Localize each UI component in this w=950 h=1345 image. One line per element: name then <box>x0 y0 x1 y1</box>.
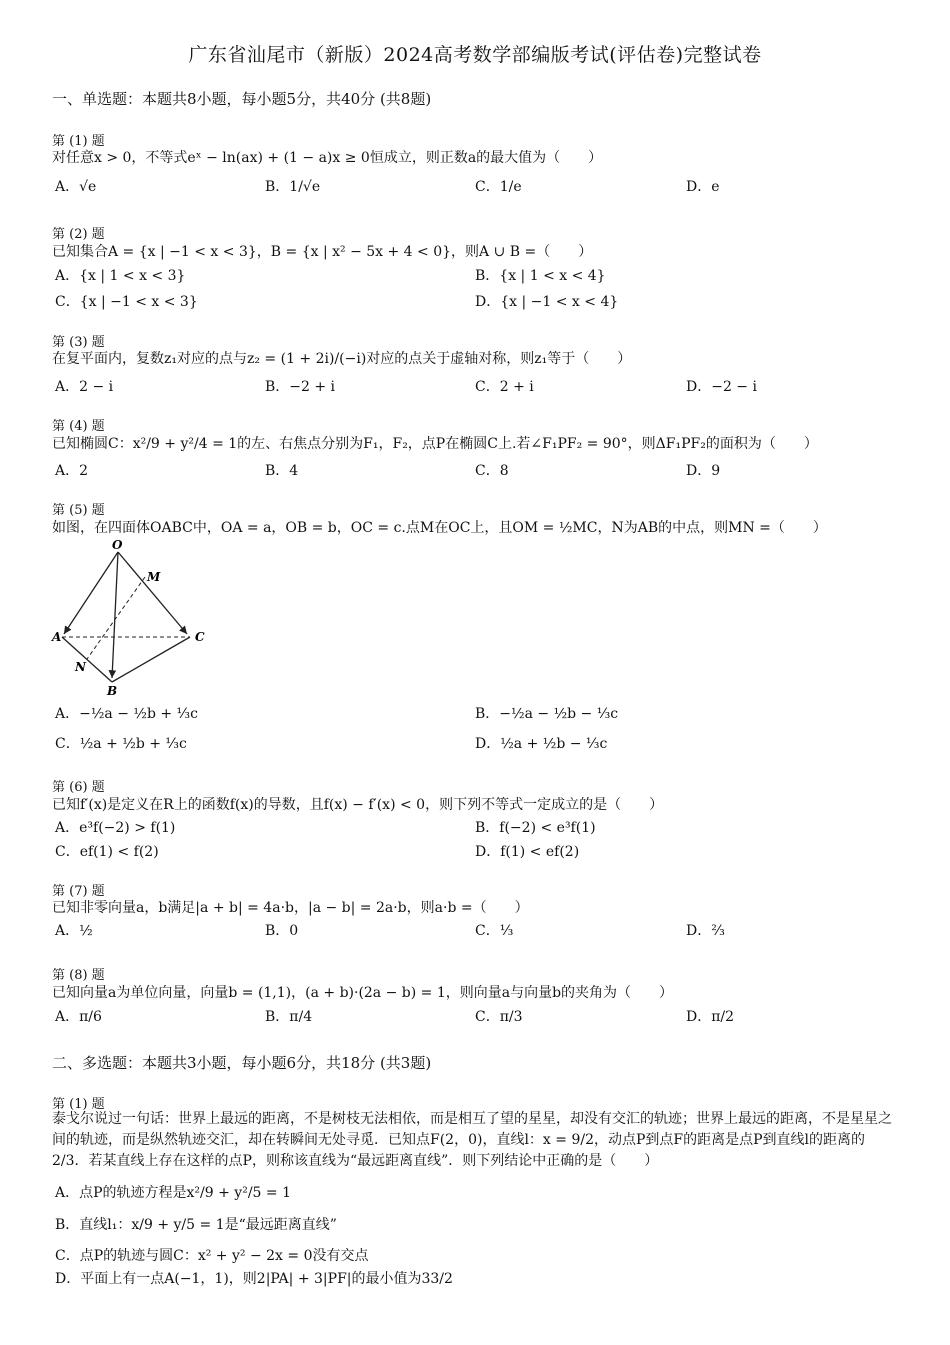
option-d: D．{x | −1 < x < 4} <box>475 294 619 310</box>
option-a: A．2 <box>55 463 89 479</box>
question-stem: 如图，在四面体OABC中，OA = a，OB = b，OC = c.点M在OC上，且OM = ½MC，N为AB的中点，则MN =（ ） <box>52 520 827 536</box>
option-a: A．√e <box>55 179 97 195</box>
question-stem: 已知非零向量a，b满足|a + b| = 4a·b，|a − b| = 2a·b，则a·b =（ ） <box>52 900 529 916</box>
option-b: B．0 <box>265 923 299 939</box>
label-o: O <box>112 538 123 552</box>
option-d: D．½a + ½b − ⅓c <box>475 736 608 752</box>
option-a: A．e³f(−2) > f(1) <box>55 820 176 836</box>
edge-bc <box>112 637 190 682</box>
option-a: A．π/6 <box>55 1009 102 1025</box>
option-d: D．平面上有一点A(−1，1)，则2|PA| + 3|PF|的最小值为33/2 <box>55 1271 453 1287</box>
option-d: D．f(1) < ef(2) <box>475 844 580 860</box>
question-number: 第 (7) 题 <box>52 884 105 899</box>
edge-ob <box>112 552 118 678</box>
option-b: B．4 <box>265 463 299 479</box>
label-a: A <box>52 630 62 644</box>
option-c: C．8 <box>475 463 509 479</box>
option-b: B．π/4 <box>265 1009 313 1025</box>
label-m: M <box>147 570 161 584</box>
edge-oc <box>118 552 187 634</box>
question-number: 第 (2) 题 <box>52 227 105 242</box>
question-stem: 已知集合A = {x | −1 < x < 3}，B = {x | x² − 5x + 4 < 0}，则A ∪ B =（ ） <box>52 244 593 260</box>
option-d: D．−2 − i <box>686 379 757 395</box>
option-d: D．π/2 <box>686 1009 735 1025</box>
option-c: C．1/e <box>475 179 522 195</box>
option-d: D．9 <box>686 463 721 479</box>
option-b: B．f(−2) < e³f(1) <box>475 820 596 836</box>
question-number: 第 (6) 题 <box>52 780 105 795</box>
option-d: D．e <box>686 179 720 195</box>
question-stem: 已知椭圆C：x²/9 + y²/4 = 1的左、右焦点分别为F₁，F₂，点P在椭圆C上.若∠F₁PF₂ = 90°，则ΔF₁PF₂的面积为（ ） <box>52 436 818 452</box>
question-number: 第 (1) 题 <box>52 1097 105 1112</box>
question-number: 第 (8) 题 <box>52 968 105 983</box>
option-c: C．{x | −1 < x < 3} <box>55 294 198 310</box>
section-heading-multiple-choice: 二、多选题：本题共3小题，每小题6分，共18分 (共3题) <box>52 1054 432 1072</box>
question-stem: 已知向量a为单位向量，向量b = (1,1)，(a + b)·(2a − b) = 1，则向量a与向量b的夹角为（ ） <box>52 985 674 1001</box>
option-a: A．2 − i <box>55 379 114 395</box>
option-b: B．−2 + i <box>265 379 336 395</box>
label-n: N <box>75 660 86 674</box>
tetrahedron-figure <box>50 537 220 697</box>
question-stem: 已知f′(x)是定义在R上的函数f(x)的导数，且f(x) − f′(x) < 0，则下列不等式一定成立的是（ ） <box>52 797 664 813</box>
section-heading-single-choice: 一、单选题：本题共8小题，每小题5分，共40分 (共8题) <box>52 90 432 108</box>
option-a: A．−½a − ½b + ⅓c <box>55 706 198 722</box>
question-stem: 泰戈尔说过一句话：世界上最远的距离，不是树枝无法相依，而是相互了望的星星，却没有交汇的轨迹；世界上最远的距离，不是星星之间的轨迹，而是纵然轨迹交汇，却在转瞬间无处寻觅．已知点F(2，0)，直线l：x = 9/2，动点P到点F的距离是点P到直线l的距离的2/3．若某直线上存在这样的点P，则称该直线为“最远距离直线”．则下列结论中正确的是（ ） <box>52 1111 892 1169</box>
option-b: B．1/√e <box>265 179 321 195</box>
option-a: A．½ <box>55 923 93 939</box>
question-number: 第 (4) 题 <box>52 419 105 434</box>
option-c: C．点P的轨迹与圆C：x² + y² − 2x = 0没有交点 <box>55 1248 369 1264</box>
option-c: C．2 + i <box>475 379 534 395</box>
option-b: B．{x | 1 < x < 4} <box>475 268 606 284</box>
option-d: D．⅔ <box>686 923 725 939</box>
option-c: C．ef(1) < f(2) <box>55 844 159 860</box>
option-a: A．点P的轨迹方程是x²/9 + y²/5 = 1 <box>55 1185 291 1201</box>
edge-ab <box>62 637 112 682</box>
label-c: C <box>195 630 205 644</box>
edge-oa <box>64 552 118 634</box>
question-number: 第 (1) 题 <box>52 134 105 149</box>
label-b: B <box>107 684 118 697</box>
option-a: A．{x | 1 < x < 3} <box>55 268 186 284</box>
option-b: B．直线l₁：x/9 + y/5 = 1是“最远距离直线” <box>55 1217 337 1233</box>
option-c: C．π/3 <box>475 1009 523 1025</box>
question-stem: 对任意x > 0，不等式eˣ − ln(ax) + (1 − a)x ≥ 0恒成立，则正数a的最大值为（ ） <box>52 150 603 166</box>
question-stem: 在复平面内，复数z₁对应的点与z₂ = (1 + 2i)/(−i)对应的点关于虚轴对称，则z₁等于（ ） <box>52 351 632 367</box>
page-title: 广东省汕尾市（新版）2024高考数学部编版考试(评估卷)完整试卷 <box>188 44 762 66</box>
option-c: C．½a + ½b + ⅓c <box>55 736 187 752</box>
question-number: 第 (5) 题 <box>52 503 105 518</box>
option-b: B．−½a − ½b − ⅓c <box>475 706 619 722</box>
option-c: C．⅓ <box>475 923 514 939</box>
question-number: 第 (3) 题 <box>52 335 105 350</box>
